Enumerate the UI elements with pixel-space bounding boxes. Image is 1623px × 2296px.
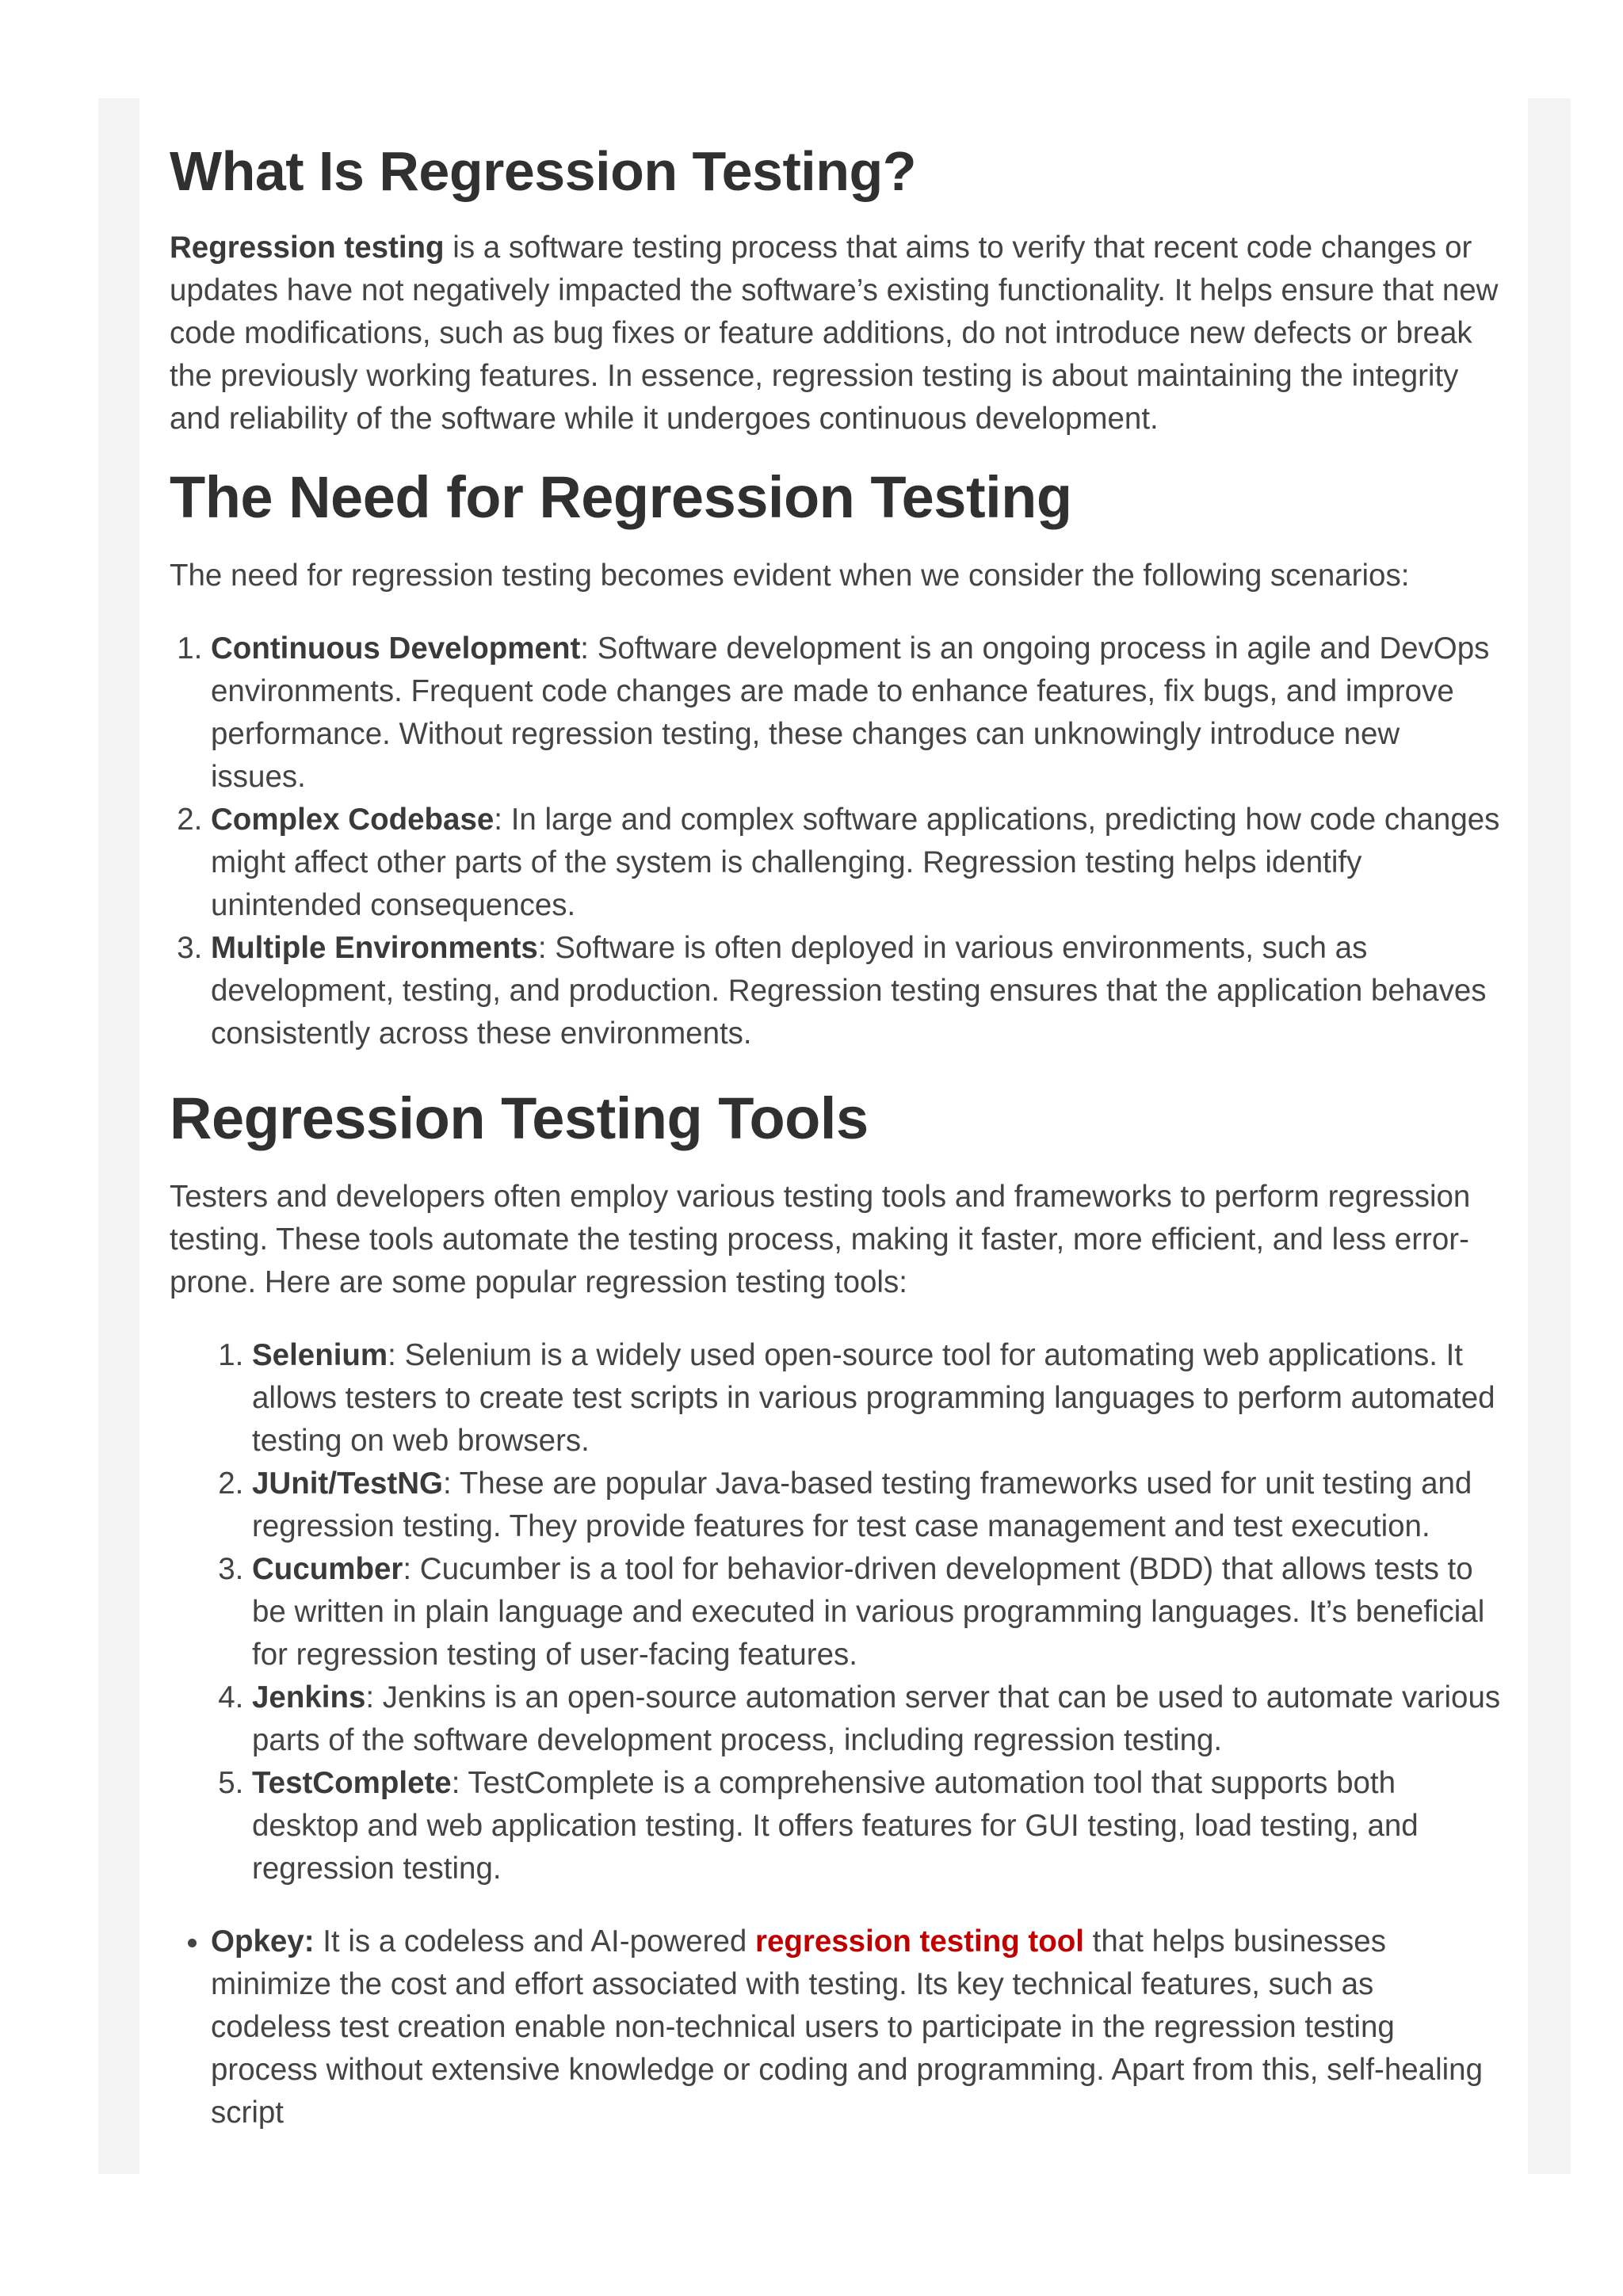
heading-regression-testing-tools: Regression Testing Tools	[170, 1085, 869, 1151]
list-item-text: : In large and complex software applications, predicting how code changes might affect other parts of the system is challenging. Regression testing helps identify unintended consequences.	[211, 803, 1500, 922]
opkey-list	[170, 1920, 1501, 2134]
list-item-text: : Software development is an ongoing process in agile and DevOps environments. Frequent code changes are made to enhance features, fix bugs, and improve performance. Without regression testing, these changes can unknowingly introduce new issues.	[211, 631, 1490, 794]
list-item-term: TestComplete	[252, 1766, 452, 1800]
list-item-term: JUnit/TestNG	[252, 1466, 444, 1501]
list-item-term: Multiple Environments	[211, 931, 538, 965]
list-item	[252, 1548, 1501, 1676]
list-item	[211, 627, 1501, 799]
list-item-text: : Selenium is a widely used open-source tool for automating web applications. It allows testers to create test scripts in various programming languages to perform automated testing on web browsers.	[252, 1338, 1495, 1458]
list-item	[252, 1334, 1501, 1463]
paragraph-definition	[170, 227, 1501, 441]
list-item-term: Opkey:	[211, 1924, 315, 1958]
list-item-text: : These are popular Java-based testing frameworks used for unit testing and regression testing. They provide features for test case management and test execution.	[252, 1466, 1472, 1543]
list-item-text: It is a codeless and AI-powered	[314, 1924, 755, 1958]
need-scenarios-list	[170, 627, 1501, 1055]
tools-list	[170, 1334, 1501, 1890]
heading-what-is-regression-testing: What Is Regression Testing?	[170, 140, 916, 202]
list-item-term: Jenkins	[252, 1680, 366, 1714]
left-gutter	[98, 98, 139, 2174]
article	[139, 98, 1528, 2174]
paragraph-tools-intro: Testers and developers often employ various testing tools and frameworks to perform regression testing. These tools automate the testing process, making it faster, more efficient, and less error-prone. Here are some popular regression testing tools:	[170, 1180, 1471, 1299]
regression-testing-tool-link[interactable]: regression testing tool	[754, 1924, 1084, 1958]
list-item	[211, 927, 1501, 1055]
list-item-text: : Cucumber is a tool for behavior-driven development (BDD) that allows tests to be written in plain language and executed in various programming languages. It’s beneficial for regression testing of user-facing features.	[252, 1552, 1485, 1672]
list-item-term: Complex Codebase	[211, 803, 495, 837]
list-item-text: that helps businesses minimize the cost and effort associated with testing. Its key technical features, such as codeless test creation enable non-technical users to participate in the regression testing process without extensive knowledge or coding and programming. Apart from this, self-healing script	[211, 1924, 1484, 2130]
definition-text: is a software testing process that aims to verify that recent code changes or updates have not negatively impacted the software’s existing functionality. It helps ensure that new code modifications, such as bug fixes or feature additions, do not introduce new defects or break the previously working features. In essence, regression testing is about maintaining the integrity and reliability of the software while it undergoes continuous development.	[170, 231, 1499, 436]
list-item	[252, 1762, 1501, 1890]
article-content	[170, 138, 1501, 2134]
list-item-text: : Jenkins is an open-source automation server that can be used to automate various parts of the software development process, including regression testing.	[252, 1680, 1501, 1757]
heading-need-for-regression-testing: The Need for Regression Testing	[170, 464, 1072, 530]
list-item	[211, 1920, 1501, 2134]
list-item	[252, 1676, 1501, 1762]
list-item-text: : TestComplete is a comprehensive automation tool that supports both desktop and web application testing. It offers features for GUI testing, load testing, and regression testing.	[252, 1766, 1419, 1886]
list-item-term: Continuous Development	[211, 631, 581, 666]
list-item-term: Cucumber	[252, 1552, 403, 1586]
list-item-term: Selenium	[252, 1338, 388, 1372]
list-item	[211, 799, 1501, 927]
list-item-text: : Software is often deployed in various environments, such as development, testing, and production. Regression testing ensures that the application behaves consistently across these environments.	[211, 931, 1487, 1051]
term-regression-testing: Regression testing	[170, 231, 445, 265]
paragraph-need-intro: The need for regression testing becomes evident when we consider the following scenarios:	[170, 559, 1410, 593]
list-item	[252, 1463, 1501, 1548]
right-gutter	[1528, 98, 1571, 2174]
